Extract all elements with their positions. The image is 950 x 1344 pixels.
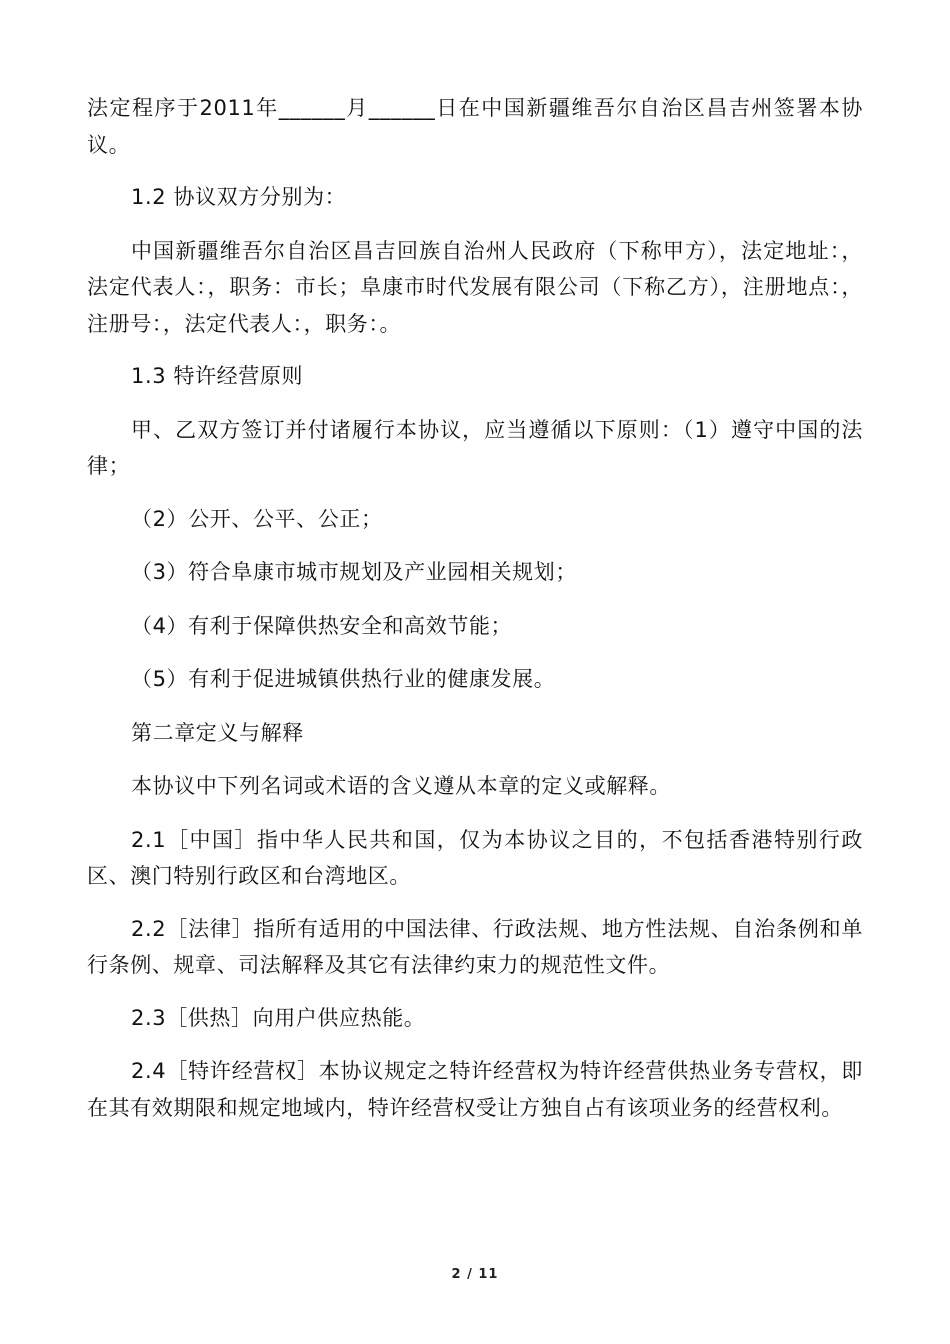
definition-2-2: 2.2［法律］指所有适用的中国法律、行政法规、地方性法规、自治条例和单行条例、规章、司法解释及其它有法律约束力的规范性文件。 — [87, 916, 863, 977]
chapter-2-heading: 第二章定义与解释 — [131, 720, 304, 745]
document-body — [87, 90, 863, 1142]
definition-2-1: 2.1［中国］指中华人民共和国，仅为本协议之目的，不包括香港特别行政区、澳门特别行政区和台湾地区。 — [87, 827, 863, 888]
paragraph-definitions-intro: 本协议中下列名词或术语的含义遵从本章的定义或解释。 — [131, 774, 671, 798]
definition-2-4: 2.4［特许经营权］本协议规定之特许经营权为特许经营供热业务专营权，即在其有效期限和规定地域内，特许经营权受让方独自占有该项业务的经营权利。 — [87, 1059, 863, 1120]
paragraph-principle-4: （4）有利于保障供热安全和高效节能； — [131, 613, 513, 638]
paragraph-principle-5: （5）有利于促进城镇供热行业的健康发展。 — [131, 667, 556, 691]
paragraph-signing-date: 法定程序于2011年______月______日在中国新疆维吾尔自治区昌吉州签署本协议。 — [87, 96, 863, 157]
page-number: 2 / 11 — [451, 1267, 499, 1282]
paragraph-principle-2: （2）公开、公平、公正； — [131, 506, 383, 531]
paragraph-parties: 中国新疆维吾尔自治区昌吉回族自治州人民政府（下称甲方），法定地址：，法定代表人：，职务：市长；阜康市时代发展有限公司（下称乙方），注册地点：，注册号：，法定代表人：，职务：。 — [87, 238, 863, 336]
paragraph-principle-3: （3）符合阜康市城市规划及产业园相关规划； — [131, 560, 577, 584]
paragraph-section-1-2-heading: 1.2 协议双方分别为： — [131, 185, 347, 209]
paragraph-section-1-3-heading: 1.3 特许经营原则 — [131, 364, 304, 388]
paragraph-principle-1: 甲、乙双方签订并付诸履行本协议，应当遵循以下原则：（1）遵守中国的法律； — [87, 417, 863, 478]
definition-2-3: 2.3［供热］向用户供应热能。 — [131, 1005, 426, 1030]
